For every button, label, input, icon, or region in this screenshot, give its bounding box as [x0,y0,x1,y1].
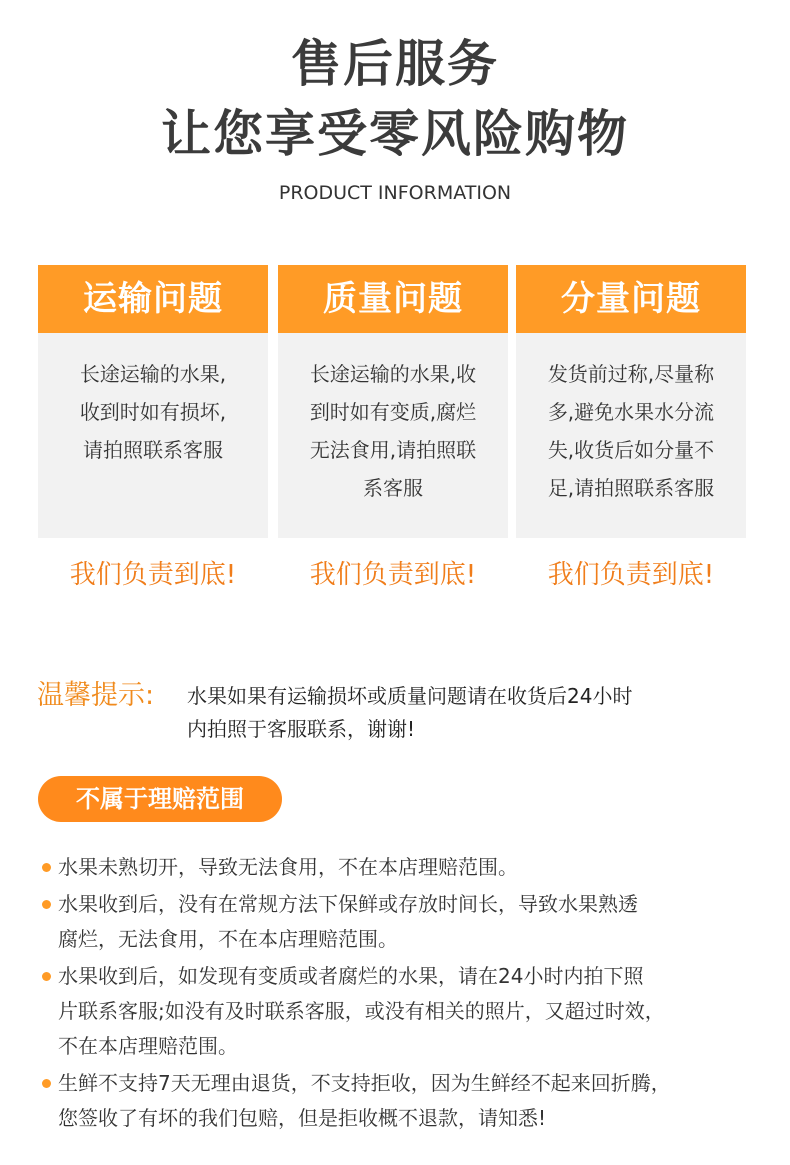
card-line: 发货前过称,尽量称 [547,362,715,386]
card-line: 失,收货后如分量不 [547,438,715,462]
page-title: 售后服务 [291,35,499,93]
card-footer: 我们负责到底! [69,560,237,590]
rule-line: 水果收到后，如发现有变质或者腐烂的水果，请在24小时内拍下照 [58,964,644,988]
rule-line: 水果收到后，没有在常规方法下保鲜或存放时间长，导致水果熟透 [58,892,638,916]
rule-line: 水果未熟切开，导致无法食用，不在本店理赔范围。 [58,855,518,879]
card-line: 系客服 [363,476,423,500]
card-body [278,333,508,538]
rule-line: 您签收了有坏的我们包赔，但是拒收概不退款，请知悉! [58,1106,547,1130]
exclusions-list [40,850,760,1138]
list-item [40,1066,760,1136]
card-line: 请拍照联系客服 [83,438,223,462]
card-line: 无法食用,请拍照联 [309,438,477,462]
card-footer: 我们负责到底! [547,560,715,590]
tip-line: 水果如果有运输损坏或质量问题请在收货后24小时 [187,684,633,708]
tip-text [187,680,747,746]
rule-line: 片联系客服;如没有及时联系客服，或没有相关的照片，又超过时效， [58,999,665,1023]
card-quality [278,265,508,590]
card-line: 收到时如有损坏, [79,400,227,424]
card-body [38,333,268,538]
tip-label: 温馨提示: [37,680,155,711]
bullet-icon [42,900,51,909]
card-footer: 我们负责到底! [309,560,477,590]
list-item [40,959,760,1064]
list-item [40,887,760,957]
card-weight [516,265,746,590]
page-subtitle-headline: 让您享受零风险购物 [161,105,629,163]
rule-line: 不在本店理赔范围。 [58,1034,238,1058]
card-line: 到时如有变质,腐烂 [309,400,477,424]
rule-line: 腐烂，无法食用，不在本店理赔范围。 [58,927,398,951]
card-body [516,333,746,538]
rule-line: 生鲜不支持7天无理由退货，不支持拒收，因为生鲜经不起来回折腾， [58,1071,671,1095]
card-line: 长途运输的水果, [79,362,227,386]
bullet-icon [42,972,51,981]
card-title: 分量问题 [516,265,746,333]
card-title: 质量问题 [278,265,508,333]
card-title: 运输问题 [38,265,268,333]
card-shipping [38,265,268,590]
bullet-icon [42,1079,51,1088]
list-item [40,850,760,885]
tip-line: 内拍照于客服联系，谢谢! [187,717,416,741]
exclusions-badge: 不属于理赔范围 [38,776,282,822]
card-line: 多,避免水果水分流 [547,400,715,424]
card-line: 长途运输的水果,收 [309,362,477,386]
product-information-label: PRODUCT INFORMATION [278,182,512,204]
bullet-icon [42,863,51,872]
card-line: 足,请拍照联系客服 [547,476,715,500]
